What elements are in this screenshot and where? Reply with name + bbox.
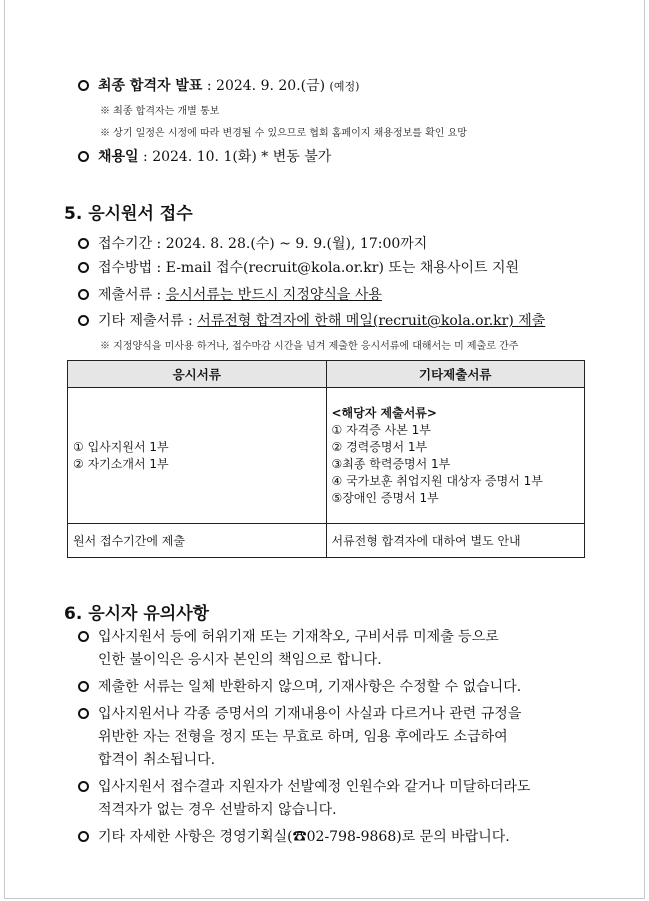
other-footer-cell: 서류전형 합격자에 대하여 별도 안내	[326, 524, 585, 558]
period-line	[78, 233, 427, 253]
notice-line: 적격자가 없는 경우 선발하지 않습니다.	[98, 802, 337, 818]
col-header-other: 기타제출서류	[326, 361, 585, 388]
circle-bullet-icon	[78, 151, 89, 162]
list-item: ⑤장애인 증명서 1부	[331, 490, 439, 505]
section6-title: 6. 응시자 유의사항	[64, 604, 210, 624]
col-header-application: 응시서류	[68, 361, 327, 388]
other-docs-title: <해당자 제출서류>	[331, 405, 437, 420]
docs-label: 제출서류 :	[98, 287, 162, 303]
final-value: : 2024. 9. 20.(금)	[206, 78, 326, 94]
section5-title: 5. 응시원서 접수	[64, 204, 193, 224]
circle-bullet-icon	[78, 315, 89, 326]
final-label: 최종 합격자 발표	[98, 78, 203, 94]
final-note: (예정)	[329, 80, 360, 93]
circle-bullet-icon	[78, 631, 89, 642]
circle-bullet-icon	[78, 238, 89, 249]
schedule-note-1: ※ 최종 합격자는 개별 통보	[100, 106, 220, 117]
list-item: ① 입사지원서 1부	[73, 439, 169, 454]
notice-line: 입사지원서 접수결과 지원자가 선발예정 인원수와 같거나 미달하더라도	[98, 779, 531, 795]
circle-bullet-icon	[78, 681, 89, 692]
notice-item-4	[78, 776, 585, 822]
method-line	[78, 257, 519, 277]
circle-bullet-icon	[78, 80, 89, 91]
documents-table	[67, 360, 585, 558]
list-item: ③최종 학력증명서 1부	[331, 456, 451, 471]
circle-bullet-icon	[78, 781, 89, 792]
notice-item-1	[78, 626, 585, 672]
other-docs-line	[78, 310, 545, 330]
notice-line: 입사지원서 등에 허위기재 또는 기재착오, 구비서류 미제출 등으로	[98, 629, 499, 645]
notice-line: 제출한 서류는 일체 반환하지 않으며, 기재사항은 수정할 수 없습니다.	[98, 679, 522, 695]
notice-item-3	[78, 703, 585, 772]
period-text: 접수기간 : 2024. 8. 28.(수) ~ 9. 9.(월), 17:00까지	[98, 236, 428, 252]
hire-date-line	[78, 146, 331, 166]
list-item: ④ 국가보훈 취업지원 대상자 증명서 1부	[331, 473, 543, 488]
notice-line: 입사지원서나 각종 증명서의 기재내용이 사실과 다르거나 관련 규정을	[98, 706, 522, 722]
application-footer-cell: 원서 접수기간에 제출	[68, 524, 327, 558]
list-item: ② 경력증명서 1부	[331, 439, 428, 454]
final-announcement-line	[78, 75, 359, 95]
schedule-note-2: ※ 상기 일정은 시정에 따라 변경될 수 있으므로 협회 홈페이지 채용정보를 확인 요망	[100, 128, 467, 139]
hire-value: : 2024. 10. 1(화) * 변동 불가	[143, 149, 332, 165]
other-docs-cell	[326, 388, 585, 524]
circle-bullet-icon	[78, 831, 89, 842]
method-text: 접수방법 : E-mail 접수(recruit@kola.or.kr) 또는 채용사이트 지원	[98, 260, 520, 276]
table-header-row	[68, 361, 585, 388]
list-item: ① 자격증 사본 1부	[331, 422, 431, 437]
table-footer-row	[68, 524, 585, 558]
docs-value: 응시서류는 반드시 지정양식을 사용	[165, 287, 382, 303]
other-value: 서류전형 합격자에 한해 메일(recruit@kola.or.kr) 제출	[197, 313, 546, 329]
circle-bullet-icon	[78, 708, 89, 719]
notice-item-5	[78, 826, 585, 849]
other-label: 기타 제출서류 :	[98, 313, 193, 329]
notice-line: 기타 자세한 사항은 경영기획실(☎02-798-9868)로 문의 바랍니다.	[98, 829, 510, 845]
submission-warning: ※ 지정양식을 미사용 하거나, 접수마감 시간을 넘겨 제출한 응시서류에 대해서는 미 제출로 간주	[100, 341, 519, 352]
notice-line: 위반한 자는 전형을 정지 또는 무효로 하며, 임용 후에라도 소급하여	[98, 729, 508, 745]
hire-label: 채용일	[98, 149, 139, 165]
docs-line	[78, 284, 382, 304]
list-item: ② 자기소개서 1부	[73, 456, 169, 471]
table-body-row	[68, 388, 585, 524]
application-docs-cell	[68, 388, 327, 524]
circle-bullet-icon	[78, 262, 89, 273]
notice-line: 인한 불이익은 응시자 본인의 책임으로 합니다.	[98, 652, 382, 668]
notice-line: 합격이 취소됩니다.	[98, 752, 216, 768]
circle-bullet-icon	[78, 289, 89, 300]
notice-item-2	[78, 676, 585, 699]
